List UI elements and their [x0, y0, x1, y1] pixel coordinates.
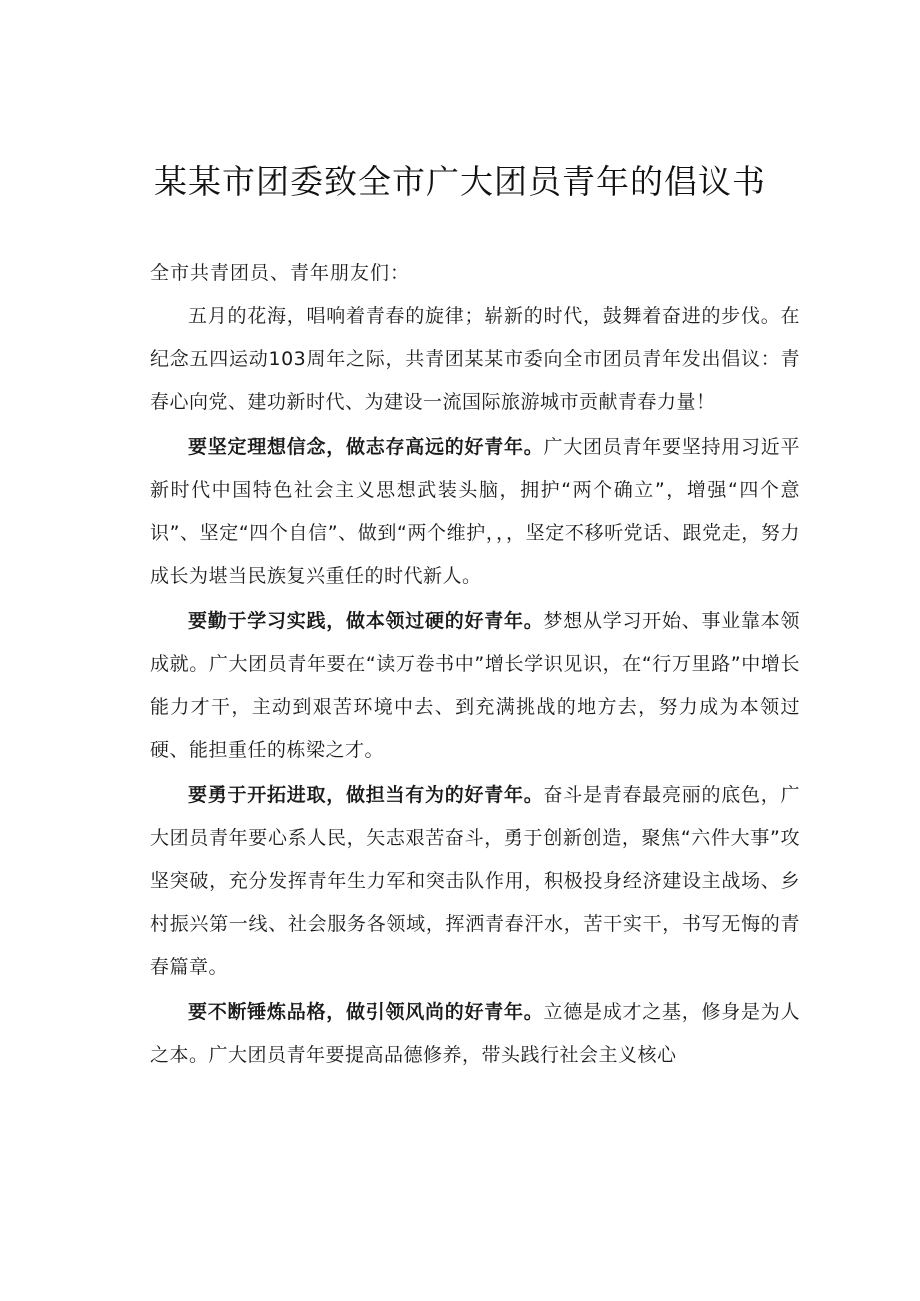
- document-body: [150, 252, 800, 1079]
- section-text: 广大团员青年要坚持用习近平新时代中国特色社会主义思想武装头脑，拥护“两个确立”，增强“四个意识”、坚定“四个自信”、做到“两个维护，，，坚定不移听党话、跟党走，努力成长为堪当民族复兴重任的时代新人。: [150, 436, 800, 587]
- section-heading: 要不断锤炼品格，做引领风尚的好青年。: [188, 1001, 544, 1023]
- section-heading: 要坚定理想信念，做志存高远的好青年。: [188, 436, 544, 458]
- section-heading: 要勤于学习实践，做本领过硬的好青年。: [188, 610, 544, 632]
- section-text: 梦想从学习开始、事业靠本领成就。广大团员青年要在“读万卷书中”增长学识见识，在“行万里路”中增长能力才干，主动到艰苦环境中去、到充满挑战的地方去，努力成为本领过硬、能担重任的栋梁之才。: [150, 610, 800, 761]
- section-text: 奋斗是青春最亮丽的底色，广大团员青年要心系人民，矢志艰苦奋斗，勇于创新创造，聚焦“六件大事”攻坚突破，充分发挥青年生力军和突击队作用，积极投身经济建设主战场、乡村振兴第一线、社会服务各领域，挥洒青春汗水，苦干实干，书写无悔的青春篇章。: [150, 784, 800, 978]
- intro-paragraph: 五月的花海，唱响着青春的旋律；崭新的时代，鼓舞着奋进的步伐。在纪念五四运动103周年之际，共青团某某市委向全市团员青年发出倡议：青春心向党、建功新时代、为建设一流国际旅游城市贡献青春力量！: [150, 305, 800, 413]
- page-title: 某某市团委致全市广大团员青年的倡议书: [154, 162, 766, 201]
- section-paragraph: [150, 426, 800, 598]
- salutation: 全市共青团员、青年朋友们：: [150, 262, 411, 284]
- section-paragraph: [150, 774, 800, 989]
- section-paragraph: [150, 600, 800, 772]
- section-heading: 要勇于开拓进取，做担当有为的好青年。: [188, 784, 544, 806]
- section-text: 立德是成才之基，修身是为人之本。广大团员青年要提高品德修养，带头践行社会主义核心: [150, 1001, 800, 1066]
- section-paragraph: [150, 991, 800, 1077]
